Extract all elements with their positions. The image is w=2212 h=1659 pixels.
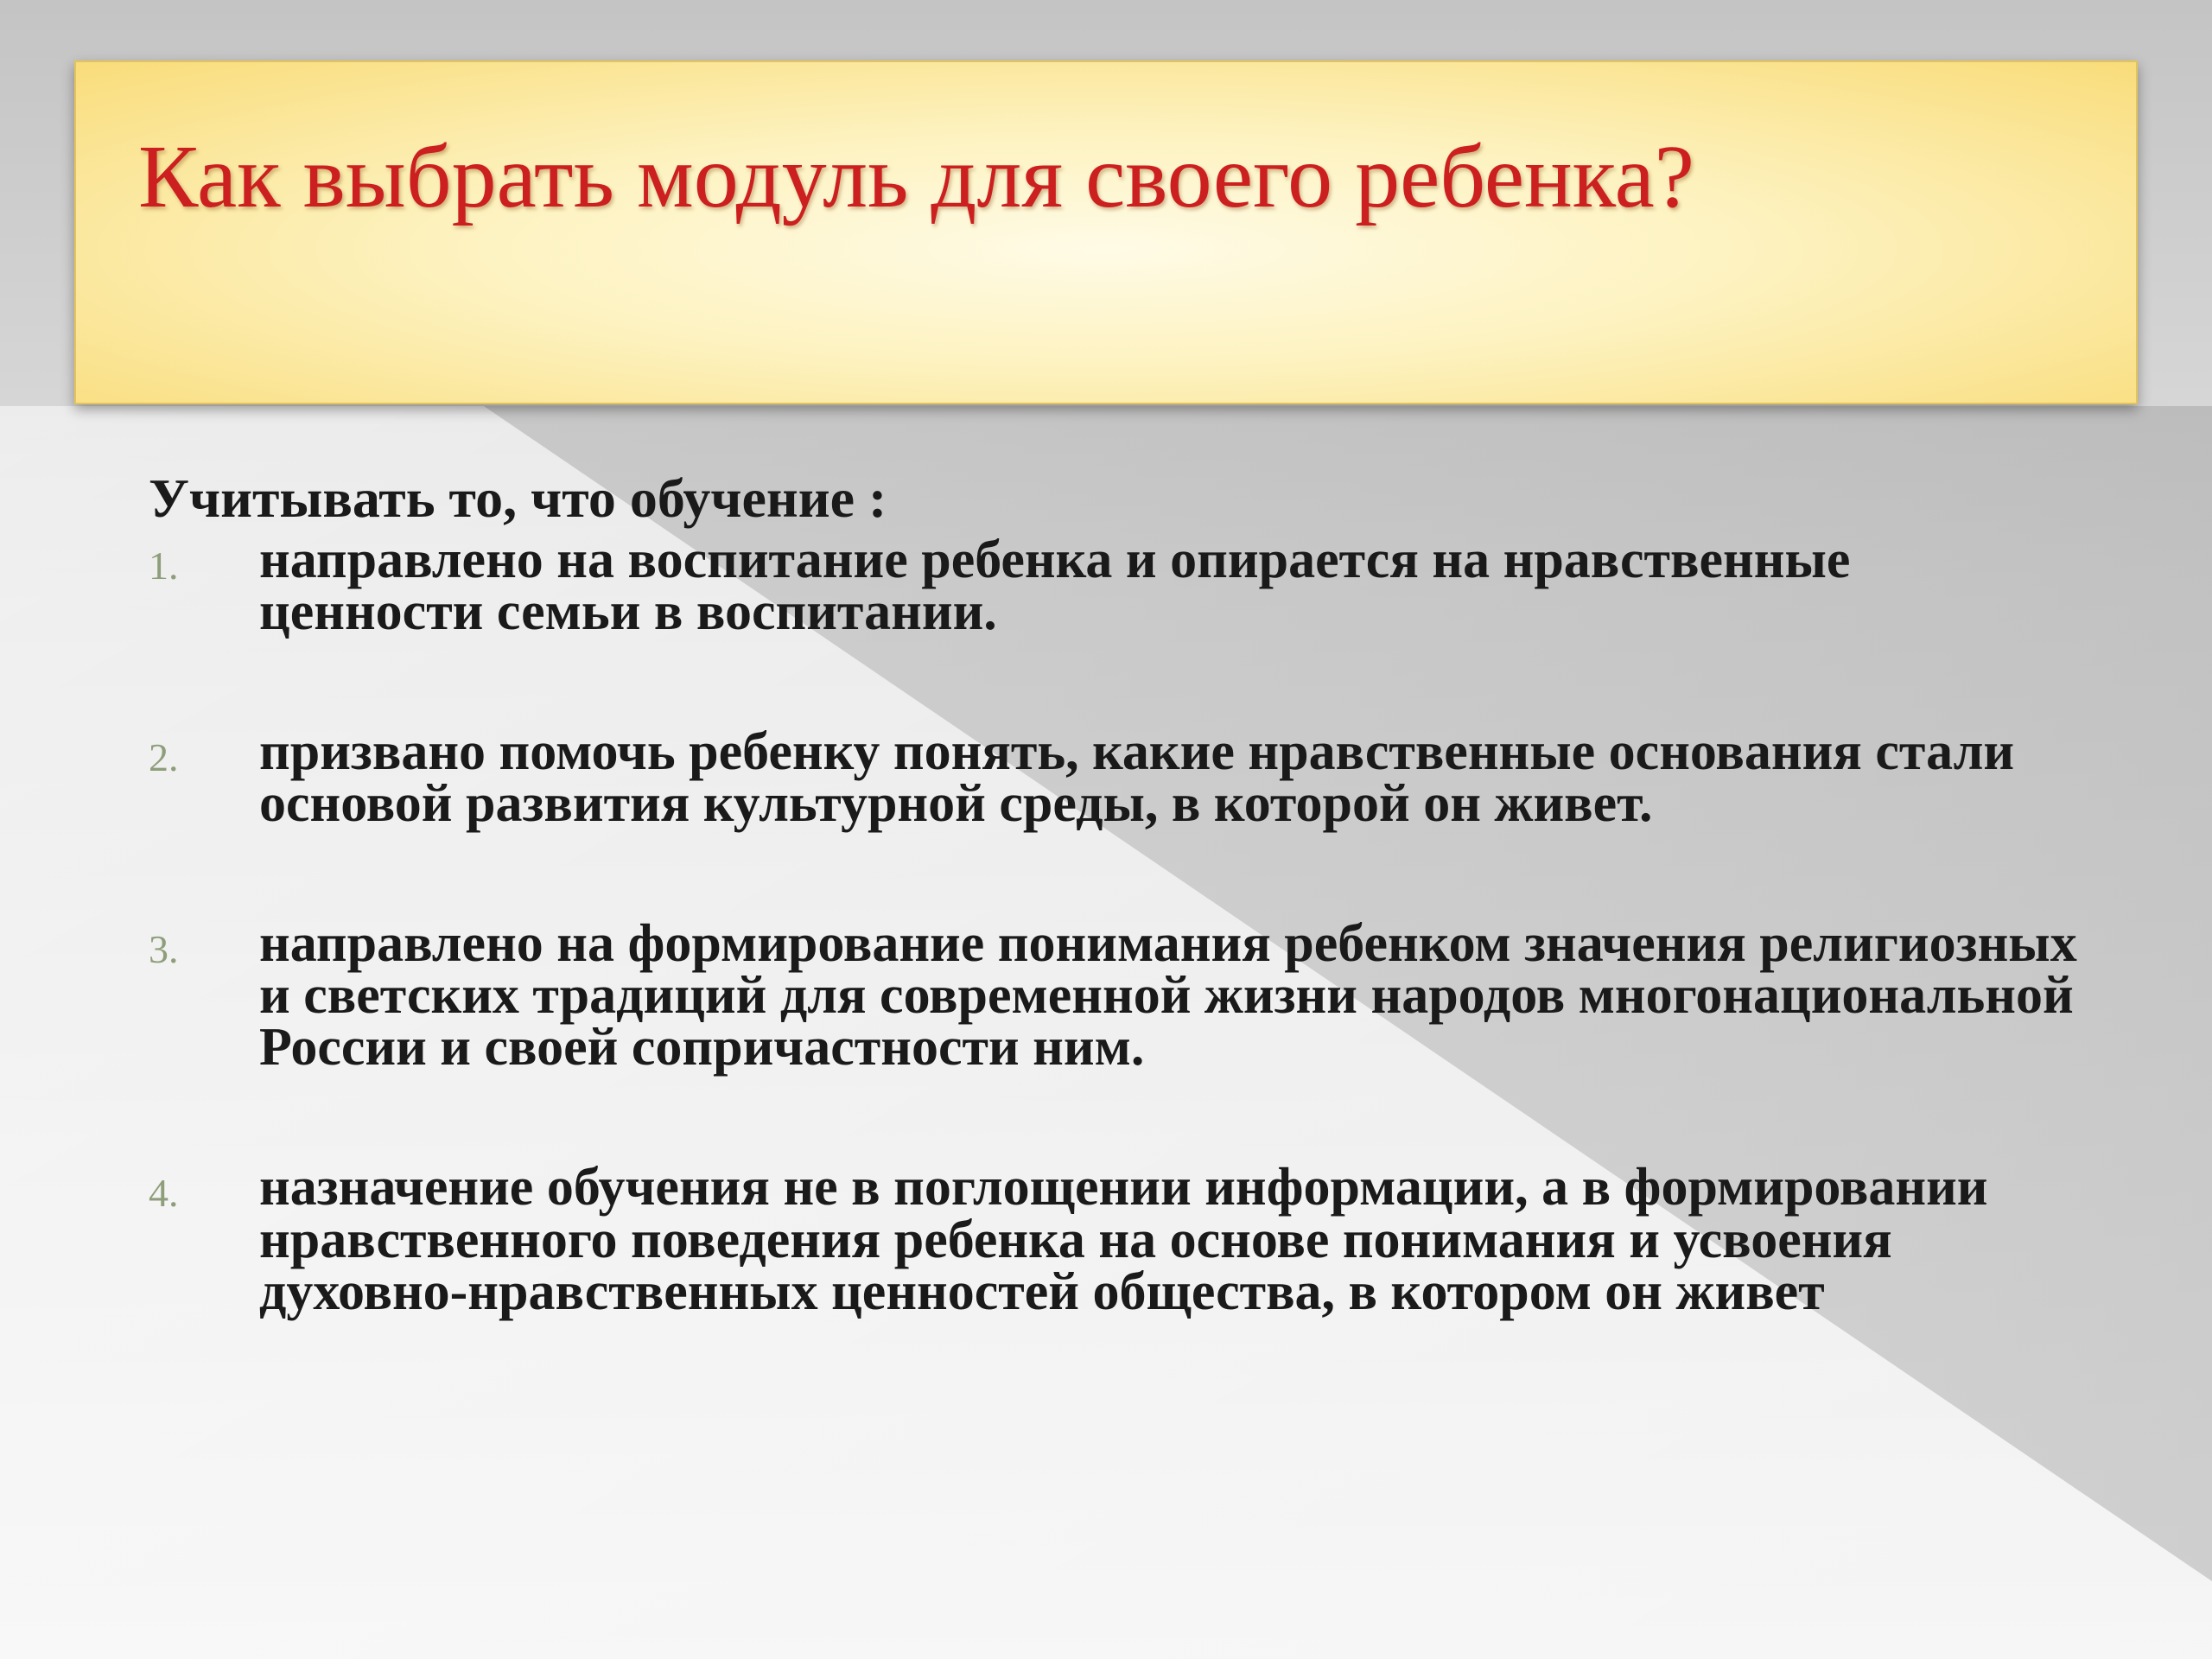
list-item-text: направлено на формирование понимания ребенком значения религиозных и светских традиций для современной жизни народов многонациональной России и своей сопричастности ним.: [259, 914, 2077, 1077]
list-item-number: 3.: [149, 927, 179, 972]
list-item: [149, 914, 2084, 1077]
list-item: [149, 530, 2084, 641]
list-item-number: 4.: [149, 1171, 179, 1216]
list-item-text: назначение обучения не в поглощении информации, а в формировании нравственного поведения ребенка на основе понимания и усвоения духовно-нравственных ценностей общества, в котором он живет: [259, 1158, 1988, 1321]
intro-text: Учитывать то, что обучение :: [149, 467, 887, 529]
list-item-text: призвано помочь ребенку понять, какие нравственные основания стали основой развития культурной среды, в которой он живет.: [259, 721, 2015, 833]
list-item-text: направлено на воспитание ребенка и опирается на нравственные ценности семьи в воспитании.: [259, 530, 1851, 641]
list-item-number: 2.: [149, 734, 179, 779]
list-item: [149, 1158, 2084, 1321]
slide-title: Как выбрать модуль для своего ребенка?: [138, 127, 1694, 226]
numbered-list: [149, 530, 2084, 1321]
list-item-number: 1.: [149, 543, 179, 588]
title-banner: [74, 60, 2138, 404]
slide-content: [149, 467, 2084, 1406]
list-item: [149, 721, 2084, 833]
